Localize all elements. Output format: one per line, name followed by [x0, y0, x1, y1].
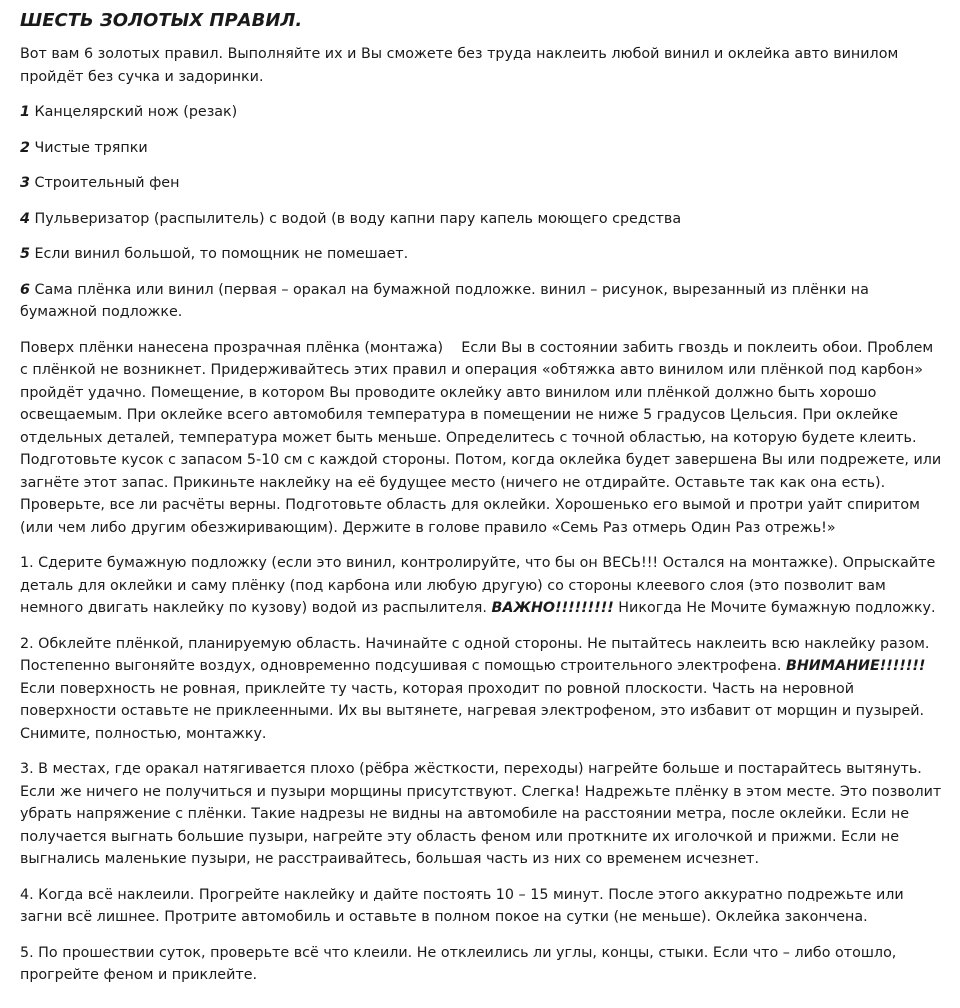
rule-number: 6: [20, 281, 30, 298]
rule-item-3: [20, 172, 942, 195]
step-text: Никогда Не Мочите бумажную подложку.: [613, 600, 936, 616]
rule-item-2: [20, 137, 942, 160]
step-text: Если поверхность не ровная, приклейте ту часть, которая проходит по ровной плоскости. Часть на неровной поверхности оставьте не приклеенными. Их вы вытянете, нагревая электрофеном, это избавит от морщин и пузырей. Снимите, полностью, монтажку.: [20, 680, 925, 742]
rule-item-5: [20, 243, 942, 266]
step-2: [20, 633, 942, 746]
rule-text: Канцелярский нож (резак): [29, 104, 238, 120]
rule-item-1: [20, 101, 942, 124]
rule-text: Строительный фен: [29, 175, 180, 191]
attention-emphasis: ВНИМАНИЕ!!!!!!!: [785, 658, 926, 674]
step-4: 4. Когда всё наклеили. Прогрейте наклейку и дайте постоять 10 – 15 минут. После этого аккуратно подрежьте или загни всё лишнее. Протрите автомобиль и оставьте в полном покое на сутки (не меньше). Оклейка закончена.: [20, 886, 904, 925]
rule-text: Сама плёнка или винил (первая – оракал на бумажной подложке. винил – рисунок, вырезанный из плёнки на бумажной подложке.: [20, 281, 869, 320]
preparation-paragraph: Поверх плёнки нанесена прозрачная плёнка (монтажа) Если Вы в состоянии забить гвоздь и поклеить обои. Проблем с плёнкой не возникнет. Придерживайтесь этих правил и операция «обтяжка авто винилом или плёнкой под карбон» пройдёт удачно. Помещение, в котором Вы проводите оклейку авто винилом или плёнкой должно быть хорошо освещаемым. При оклейке всего автомобиля температура в помещении не ниже 5 градусов Цельсия. При оклейке отдельных деталей, температура может быть меньше. Определитесь с точной областью, на которую будете клеить. Подготовьте кусок с запасом 5-10 см с каждой стороны. Потом, когда оклейка будет завершена Вы или подрежете, или загнёте этот запас. Прикиньте наклейку на её будущее место (ничего не отдирайте. Оставьте так как она есть). Проверьте, все ли расчёты верны. Подготовьте область для оклейки. Хорошенько его вымой и протри уайт спиритом (или чем либо другим обезжиривающим). Держите в голове правило «Семь Раз отмерь Один Раз отрежь!»: [20, 339, 946, 536]
step-text: 2. Обклейте плёнкой, планируемую область. Начинайте с одной стороны. Не пытайтесь наклеить всю наклейку разом. Постепенно выгоняйте воздух, одновременно подсушивая с помощью строительного электрофена.: [20, 635, 930, 674]
rule-number: 4: [20, 210, 30, 227]
step-text: 1. Сдерите бумажную подложку (если это винил, контролируйте, что бы он ВЕСЬ!!! Остался на монтажке). Опрыскайте деталь для оклейки и саму плёнку (под карбона или любую другую) со стороны клеевого слоя (это позволит вам немного двигать наклейку по кузову) водой из распылителя.: [20, 555, 936, 616]
rule-item-6: [20, 279, 942, 324]
step-5: 5. По прошествии суток, проверьте всё что клеили. Не отклеились ли углы, концы, стыки. Если что – либо отошло, прогрейте феном и приклейте.: [20, 944, 897, 983]
intro-paragraph: Вот вам 6 золотых правил. Выполняйте их и Вы сможете без труда наклеить любой винил и оклейка авто винилом пройдёт без сучка и задоринки.: [20, 46, 899, 85]
rule-text: Если винил большой, то помощник не помешает.: [29, 246, 409, 262]
step-1: [20, 552, 942, 620]
page-title: ШЕСТЬ ЗОЛОТЫХ ПРАВИЛ.: [20, 10, 303, 31]
rule-item-4: [20, 208, 942, 231]
rule-number: 5: [20, 246, 30, 262]
rule-text: Чистые тряпки: [29, 139, 148, 156]
rule-text: Пульверизатор (распылитель) с водой (в воду капни пару капель моющего средства: [29, 210, 682, 227]
rule-number: 1: [20, 104, 30, 120]
rule-number: 2: [20, 139, 30, 156]
warning-emphasis: ВАЖНО!!!!!!!!!: [491, 600, 614, 616]
rule-number: 3: [20, 175, 30, 191]
step-3: 3. В местах, где оракал натягивается плохо (рёбра жёсткости, переходы) нагрейте больше и постарайтесь вытянуть. Если же ничего не получиться и пузыри морщины присутствуют. Слегка! Надрежьте плёнку в этом месте. Это позволит убрать напряжение с плёнки. Такие надрезы не видны на автомобиле на расстоянии метра, после оклейки. Если не получается выгнать большие пузыри, нагрейте эту область феном или проткните их иголочкой и прижми. Если не выгнались маленькие пузыри, не расстраивайтесь, большая часть из них со временем исчезнет.: [20, 761, 942, 867]
